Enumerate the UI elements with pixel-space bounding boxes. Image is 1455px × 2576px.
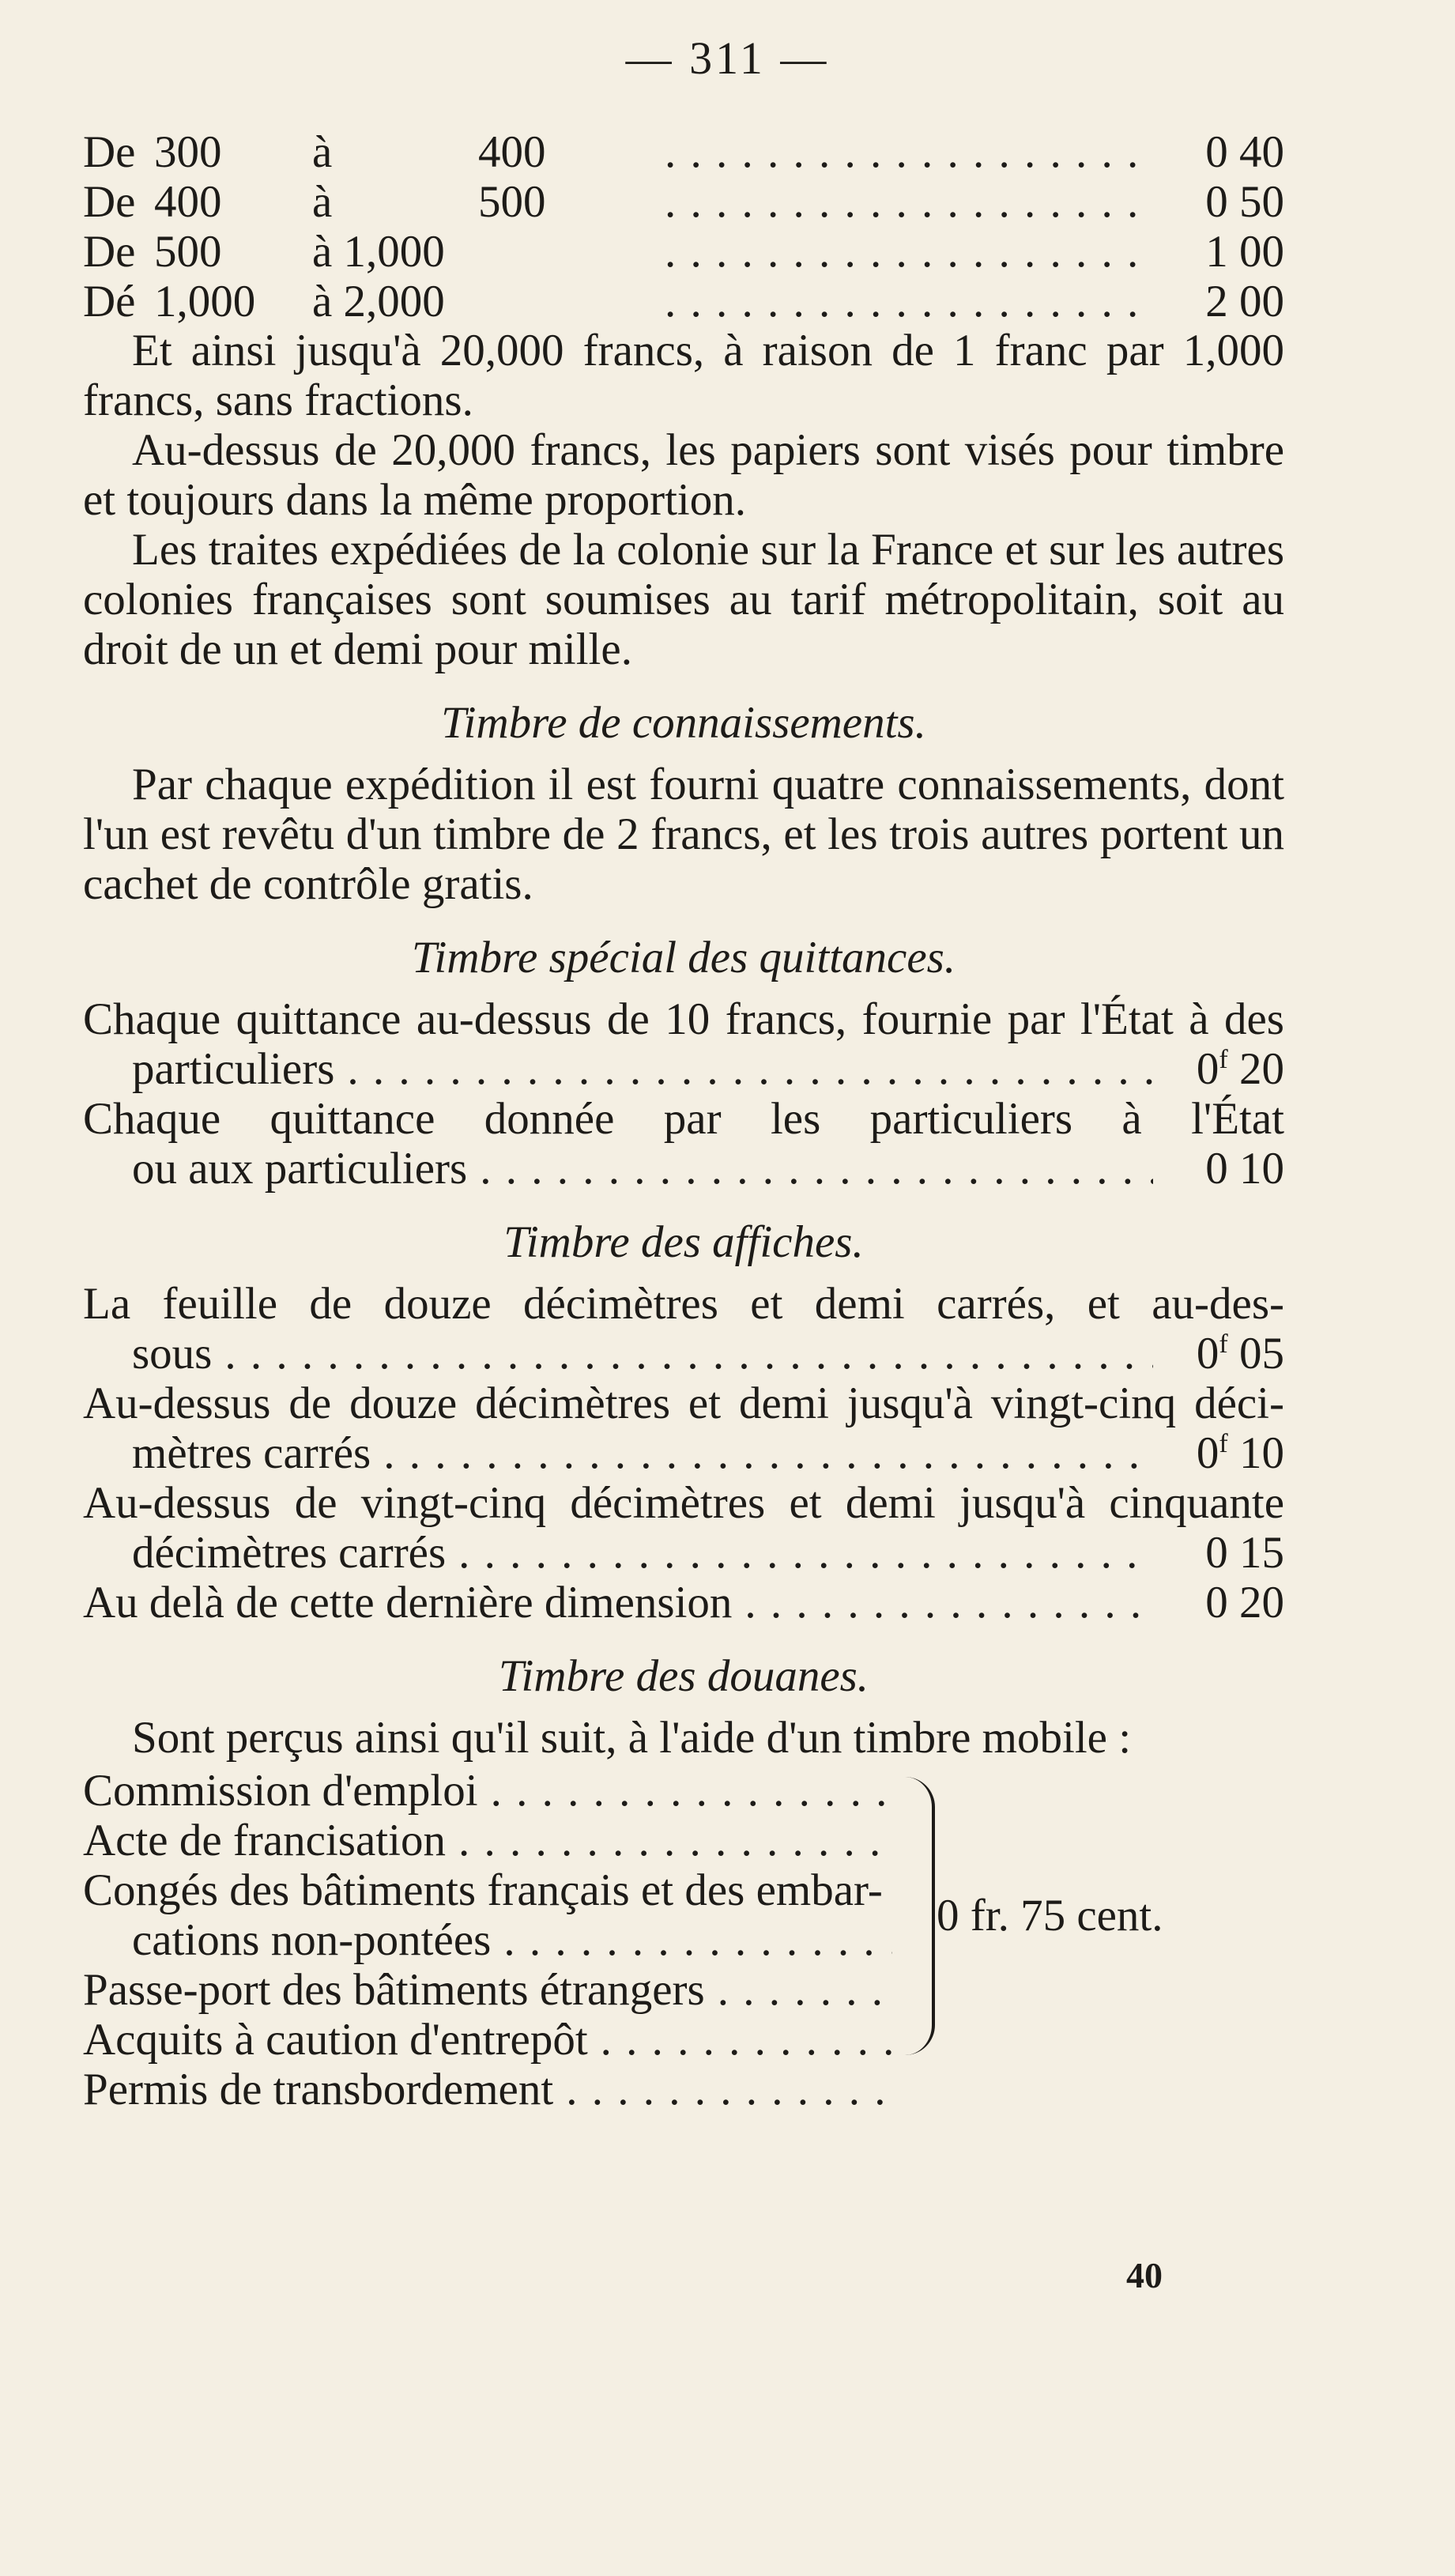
dot-leader [383, 1428, 1153, 1478]
list-item [83, 1428, 1284, 1478]
list-item [83, 1329, 1284, 1379]
scale-de: De [83, 127, 136, 177]
list-item-line: Chaque quittance au-dessus de 10 francs, fournie par l'État à des [83, 994, 1284, 1044]
paragraph-traites: Les traites expédiées de la colonie sur la France et sur les autres colonies françaises sont soumises au tarif métropolitain, soit au droit de un et demi pour mille. [83, 525, 1284, 674]
list-item: Congés des bâtiments français et des embar- [83, 1865, 883, 1915]
list-item-label: sous [132, 1329, 213, 1379]
scale-de: Dé [83, 277, 136, 326]
list-item-label: particuliers [132, 1044, 335, 1094]
quittances-list [83, 994, 1284, 1194]
dot-leader [458, 1528, 1153, 1578]
dot-leader [503, 1915, 892, 1965]
list-item [83, 1144, 1284, 1194]
list-item-label: ou aux particuliers [132, 1144, 468, 1194]
list-item-amount: 0$^f$ 10 [1196, 1428, 1284, 1478]
page-content [83, 126, 1284, 2114]
scale-a: à [312, 127, 333, 177]
list-item [83, 1044, 1284, 1094]
list-item: Acte de francisation . . . [83, 1816, 905, 1865]
paragraph-au-dessus: Au-dessus de 20,000 francs, les papiers sont visés pour timbre et toujours dans la même proportion. [83, 425, 1284, 525]
scale-from: 1,000 [154, 277, 256, 326]
scale-de: De [83, 227, 136, 277]
affiches-list [83, 1279, 1284, 1627]
list-item-line: Au-dessus de douze décimètres et demi jusqu'à vingt-cinq déci- [83, 1379, 1284, 1428]
list-item-amount: 0$^f$ 20 [1196, 1044, 1284, 1094]
scale-row [83, 126, 1284, 176]
list-item: Acquits à caution d'entrepôt . . . [83, 2015, 905, 2065]
list-item [83, 1578, 1284, 1627]
dot-leader [665, 176, 1153, 228]
scale-from: 500 [154, 227, 222, 277]
dot-leader [458, 1816, 892, 1865]
list-item-amount: 0 20 [1205, 1578, 1284, 1627]
scale-amount: 2 00 [1205, 277, 1284, 326]
dot-leader [601, 2015, 892, 2065]
scale-row [83, 176, 1284, 226]
list-item-label: mètres carrés [132, 1428, 371, 1478]
list-item: Permis de transbordement . . . [83, 2065, 905, 2114]
section-heading-quittances: Timbre spécial des quittances. [411, 933, 956, 983]
signature-mark: 40 [1126, 2255, 1163, 2295]
scale-to: 400 [478, 127, 546, 177]
page-number: — 311 — [625, 32, 830, 84]
dot-leader [480, 1144, 1153, 1194]
list-item-amount: 0 10 [1205, 1144, 1284, 1194]
list-item-label: décimètres carrés [132, 1528, 447, 1578]
list-item-line: Chaque quittance donnée par les particuliers à l'État [83, 1094, 1284, 1144]
dot-leader [224, 1329, 1153, 1379]
scale-from: 400 [154, 177, 222, 227]
dot-leader [718, 1965, 892, 2015]
scale-a: à 2,000 [312, 277, 445, 326]
section-heading-connaissements: Timbre de connaissements. [441, 698, 926, 748]
list-item-line: Au-dessus de vingt-cinq décimètres et demi jusqu'à cinquante [83, 1478, 1284, 1528]
paragraph-ainsi: Et ainsi jusqu'à 20,000 francs, à raison de 1 franc par 1,000 francs, sans fractions. [83, 326, 1284, 425]
douanes-braced-list [83, 1766, 1284, 2114]
dot-leader [347, 1044, 1153, 1094]
dot-leader [665, 276, 1153, 327]
scale-row [83, 226, 1284, 276]
dot-leader [665, 126, 1153, 178]
scale-from: 300 [154, 127, 222, 177]
dot-leader [665, 226, 1153, 277]
scale-de: De [83, 177, 136, 227]
scale-table [83, 126, 1284, 326]
list-item [83, 1528, 1284, 1578]
list-item-label: Au delà de cette dernière dimension [83, 1578, 733, 1627]
dot-leader [491, 1766, 892, 1816]
scale-amount: 0 40 [1205, 127, 1284, 177]
section-heading-douanes: Timbre des douanes. [498, 1651, 869, 1701]
section-heading-affiches: Timbre des affiches. [503, 1217, 864, 1267]
list-item-line: La feuille de douze décimètres et demi carrés, et au-des- [83, 1279, 1284, 1329]
list-item: Commission d'emploi . . . [83, 1766, 905, 1816]
scale-to: 500 [478, 177, 546, 227]
list-item-amount: 0$^f$ 05 [1196, 1329, 1284, 1379]
list-item-amount: 0 15 [1205, 1528, 1284, 1578]
paragraph-douanes: Sont perçus ainsi qu'il suit, à l'aide d'un timbre mobile : [132, 1713, 1132, 1763]
list-item: Passe-port des bâtiments étrangers . . . [83, 1965, 905, 2015]
scale-a: à [312, 177, 333, 227]
scale-amount: 1 00 [1205, 227, 1284, 277]
list-item: cations non-pontées . . . [83, 1915, 905, 1965]
scale-amount: 0 50 [1205, 177, 1284, 227]
brace-icon [905, 1777, 935, 2055]
dot-leader [744, 1578, 1153, 1627]
scale-row [83, 276, 1284, 326]
scale-a: à 1,000 [312, 227, 445, 277]
dot-leader [566, 2065, 892, 2114]
paragraph-connaissements: Par chaque expédition il est fourni quatre connaissements, dont l'un est revêtu d'un timbre de 2 francs, et les trois autres portent un cachet de contrôle gratis. [83, 760, 1284, 909]
douanes-value: 0 fr. 75 cent. [937, 1891, 1163, 1940]
